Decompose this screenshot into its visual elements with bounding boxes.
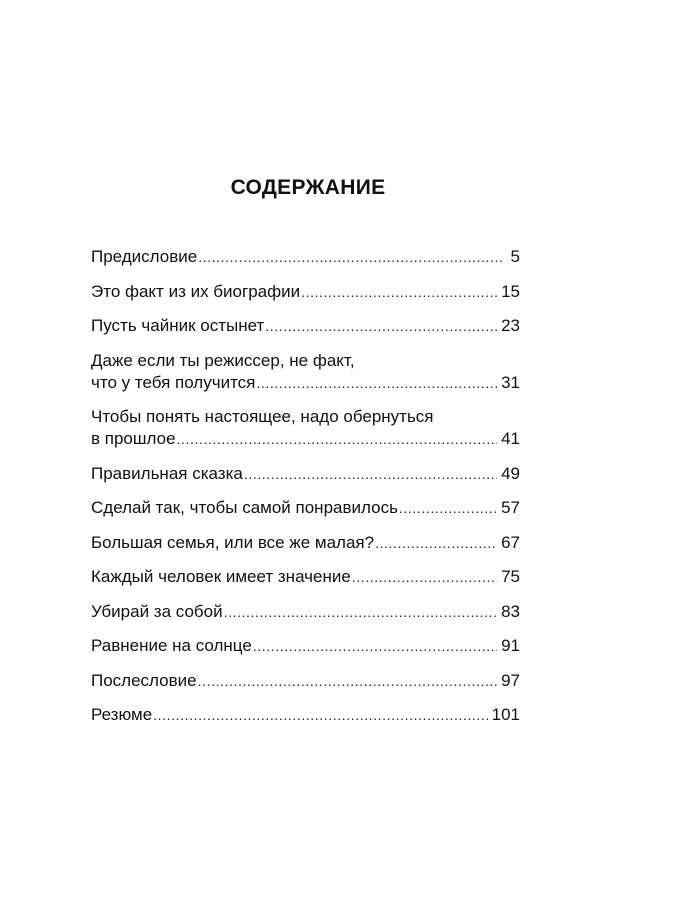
toc-line	[91, 281, 521, 303]
toc-entry-title: Убирай за собой	[91, 601, 223, 621]
toc-entry-title: Послесловие	[91, 670, 197, 690]
toc-entry-title-line-2: в прошлое	[91, 429, 176, 448]
toc-entry	[91, 635, 521, 657]
toc-entry-title: Пусть чайник остынет	[91, 316, 265, 335]
dot-leader	[265, 315, 497, 337]
dot-leader	[256, 372, 497, 394]
toc-entry	[91, 281, 521, 303]
toc-list	[91, 246, 521, 739]
toc-entry	[91, 670, 521, 692]
toc-entry	[91, 566, 521, 588]
toc-line	[91, 532, 521, 554]
toc-entry	[91, 350, 521, 394]
toc-entry	[91, 463, 521, 485]
toc-line	[91, 566, 521, 588]
toc-entry-title-line-2: что у тебя получится	[91, 372, 256, 392]
toc-page-number: 15	[501, 281, 520, 301]
toc-page-number: 91	[501, 636, 520, 655]
toc-line	[91, 315, 521, 337]
toc-page-number: 101	[491, 705, 520, 724]
toc-line	[91, 704, 521, 726]
toc-page-number: 41	[501, 429, 520, 448]
toc-line	[91, 428, 521, 450]
toc-entry-title: Сделай так, чтобы самой понравилось	[91, 498, 398, 517]
toc-entry-title-line-1: Даже если ты режиссер, не факт,	[91, 350, 355, 370]
dot-leader	[301, 281, 497, 303]
toc-entry	[91, 406, 521, 450]
toc-entry-title: Это факт из их биографии	[91, 281, 301, 301]
toc-entry-title-line-1: Чтобы понять настоящее, надо обернуться	[91, 407, 434, 426]
dot-leader	[177, 428, 498, 450]
toc-entry	[91, 601, 521, 623]
toc-entry-title: Правильная сказка	[91, 463, 243, 483]
toc-page-number: 23	[501, 316, 520, 335]
toc-entry	[91, 532, 521, 554]
dot-leader	[244, 463, 497, 485]
toc-page-number: 75	[501, 567, 520, 586]
toc-entry-title: Каждый человек имеет значение	[91, 567, 351, 586]
dot-leader	[375, 532, 497, 554]
toc-line	[91, 463, 521, 485]
toc-entry-title: Большая семья, или все же малая?	[91, 532, 375, 552]
toc-entry	[91, 497, 521, 519]
toc-entry-title: Предисловие	[91, 247, 198, 266]
dot-leader	[198, 670, 497, 692]
toc-line	[91, 635, 521, 657]
dot-leader	[253, 635, 497, 657]
dot-leader	[198, 246, 502, 268]
toc-entry	[91, 704, 521, 726]
toc-line	[91, 601, 521, 623]
toc-page-number: 67	[501, 532, 520, 552]
toc-entry-title: Резюме	[91, 705, 153, 724]
toc-title: СОДЕРЖАНИЕ	[230, 176, 386, 199]
toc-page-number: 5	[510, 247, 520, 266]
toc-line	[91, 246, 521, 268]
toc-page-number: 97	[501, 670, 520, 690]
toc-entry	[91, 246, 521, 268]
toc-page-number: 83	[501, 601, 520, 621]
toc-line	[91, 670, 521, 692]
toc-page-number: 31	[501, 372, 520, 392]
dot-leader	[399, 497, 497, 519]
toc-page-number: 57	[501, 498, 520, 517]
toc-entry-title: Равнение на солнце	[91, 636, 252, 655]
dot-leader	[224, 601, 497, 623]
toc-line	[91, 372, 521, 394]
toc-line	[91, 497, 521, 519]
toc-entry	[91, 315, 521, 337]
dot-leader	[352, 566, 497, 588]
dot-leader	[153, 704, 487, 726]
toc-page-number: 49	[501, 463, 520, 483]
